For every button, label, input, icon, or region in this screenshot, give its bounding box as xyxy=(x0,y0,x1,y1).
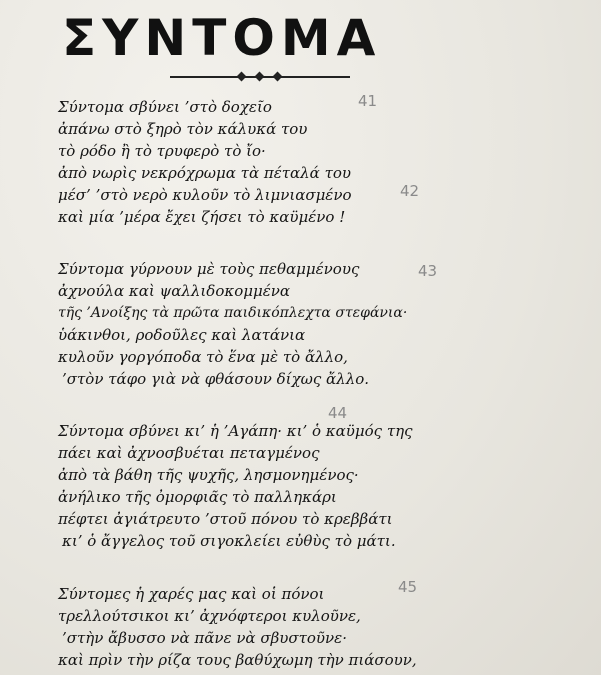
verse-line: κι’ ὁ ἄγγελος τοῦ σιγοκλείει εὐθὺς τὸ μάτι. xyxy=(62,532,396,550)
ornament-diamond xyxy=(255,72,265,82)
title-ornament xyxy=(170,72,350,82)
verse-line: καὶ μία ’μέρα ἔχει ζήσει τὸ καϋμένο ! xyxy=(58,208,346,226)
verse-line: ἀνήλικο τῆς ὀμορφιᾶς τὸ παλληκάρι xyxy=(58,488,337,506)
page-number: 45 xyxy=(398,578,418,596)
verse-line: Σύντομες ἡ χαρές μας καὶ οἱ πόνοι xyxy=(58,585,325,603)
verse-line: τρελλούτσικοι κι’ ἀχνόφτεροι κυλοῦνε, xyxy=(58,607,361,625)
verse-line: Σύντομα σβύνει κι’ ἡ ’Αγάπη· κι’ ὁ καϋμός της xyxy=(58,422,413,440)
poem-title: ΣΥΝΤΟΜΑ xyxy=(62,9,382,67)
ornament-diamond xyxy=(237,72,247,82)
page-number: 42 xyxy=(400,182,420,200)
verse-line: ἀχνούλα καὶ ψαλλιδοκομμένα xyxy=(58,282,291,300)
ornament-diamond xyxy=(273,72,283,82)
page-number: 41 xyxy=(358,92,378,110)
verse-line: κυλοῦν γοργόποδα τὸ ἕνα μὲ τὸ ἄλλο, xyxy=(58,348,348,366)
verse-line: ὑάκινθοι, ροδοῦλες καὶ λατάνια xyxy=(58,326,306,344)
verse-line: πέφτει ἀγιάτρευτο ’στοῦ πόνου τὸ κρεββάτι xyxy=(58,510,393,528)
verse-line: ’στὴν ἄβυσσο νὰ πᾶνε νὰ σβυστοῦνε· xyxy=(62,629,347,647)
page-number: 43 xyxy=(418,262,438,280)
verse-line: Σύντομα σβύνει ’στὸ δοχεῖο xyxy=(58,98,272,116)
verse-line: πάει καὶ ἀχνοσβυέται πεταγμένος xyxy=(58,444,320,462)
verse-line: καὶ πρὶν τὴν ρίζα τους βαθύχωμη τὴν πιάσουν, xyxy=(58,651,417,669)
verse-line: μέσ’ ’στὸ νερὸ κυλοῦν τὸ λιμνιασμένο xyxy=(58,186,352,204)
verse-line: ἀπὸ νωρὶς νεκρόχρωμα τὰ πέταλά του xyxy=(58,164,352,182)
verse-line: ἀπὸ τὰ βάθη τῆς ψυχῆς, λησμονημένος· xyxy=(58,466,359,484)
verse-line: Σύντομα γύρνουν μὲ τοὺς πεθαμμένους xyxy=(58,260,360,278)
verse-line: ’στὸν τάφο γιὰ νὰ φθάσουν δίχως ἄλλο. xyxy=(62,370,369,388)
verse-line: ἀπάνω στὸ ξηρὸ τὸν κάλυκά του xyxy=(58,120,308,138)
verse-line: τὸ ρόδο ἢ τὸ τρυφερὸ τὸ ἴο· xyxy=(58,142,266,160)
page-number: 44 xyxy=(328,404,348,422)
verse-line: τῆς ’Ανοίξης τὰ πρῶτα παιδικόπλεχτα στεφάνια· xyxy=(58,305,408,321)
